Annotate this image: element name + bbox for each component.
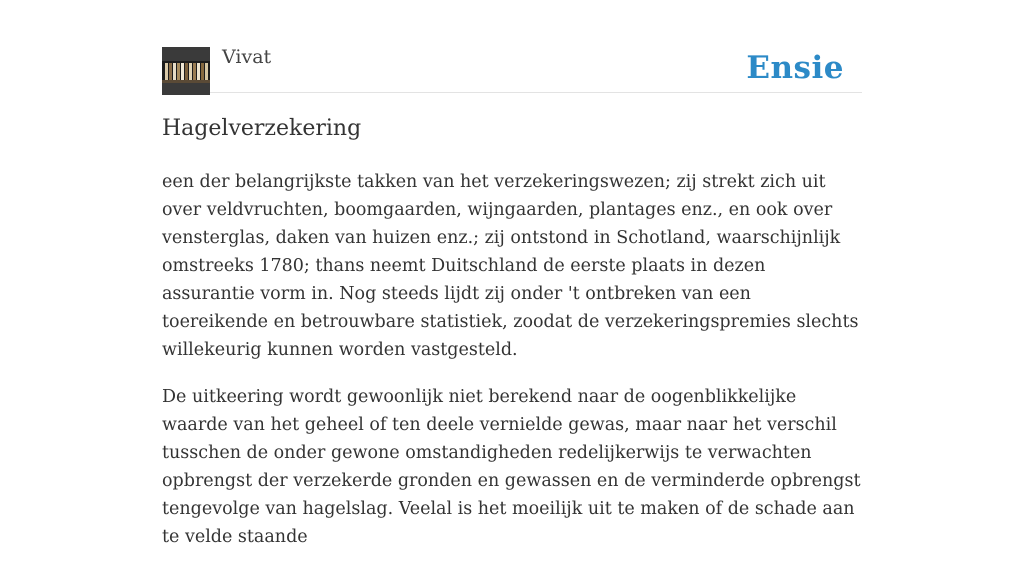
paragraph: een der belangrijkste takken van het verzekeringswezen; zij strekt zich uit over veldvruchten, boomgaarden, wijngaarden, plantages enz., en ook over vensterglas, daken van huizen enz.; zij ontstond in Schotland, waarschijnlijk omstreeks 1780; thans neemt Duitschland de eerste plaats in dezen assurantie vorm in. Nog steeds lijdt zij onder 't ontbreken van een toereikende en betrouwbare statistiek, zoodat de verzekeringspremies slechts willekeurig kunnen worden vastgesteld. — [162, 172, 859, 360]
article-title: Hagelverzekering — [162, 116, 362, 141]
page-container — [162, 0, 862, 547]
bookshelf-image — [162, 47, 210, 95]
avatar[interactable] — [162, 47, 210, 95]
article-body — [162, 168, 862, 570]
brand-logo[interactable]: Ensie — [746, 50, 844, 86]
paragraph: De uitkeering wordt gewoonlijk niet berekend naar de oogenblikkelijke waarde van het geheel of ten deele vernielde gewas, maar naar het verschil tusschen de onder gewone omstandigheden redelijkerwijs te verwachten opbrengst der verzekerde gronden en gewassen en de verminderde opbrengst tengevolge van hagelslag. Veelal is het moeilijk uit te maken of de schade aan te velde staande — [162, 387, 861, 547]
author-name[interactable]: Vivat — [222, 46, 272, 68]
page-header — [162, 0, 862, 93]
